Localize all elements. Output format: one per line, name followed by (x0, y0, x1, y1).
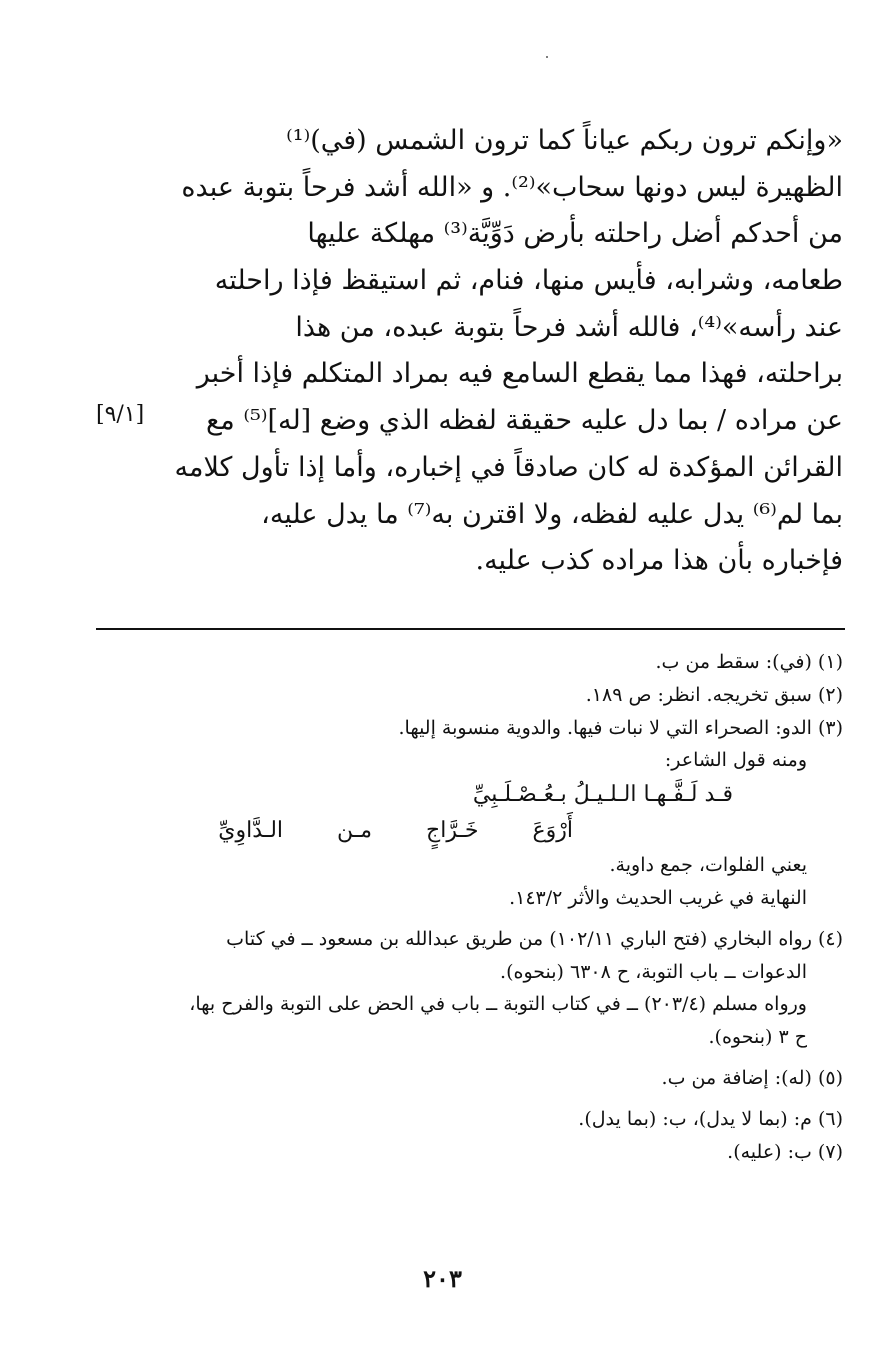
main-line: براحلته، فهذا مما يقطع السامع فيه بمراد المتكلم فإذا أخبر (196, 358, 843, 390)
poetry-verse-second-hemistich (93, 813, 843, 849)
footnote-4-continued: الدعوات ــ باب التوبة، ح ٦٣٠٨ (بنحوه). (500, 960, 807, 983)
main-line: فإخباره بأن هذا مراده كذب عليه. (475, 545, 843, 577)
page-number: ٢٠٣ (423, 1264, 462, 1293)
main-line: الظهيرة ليس دونها سحاب»⁽²⁾. و «الله أشد فرحاً بتوبة عبده (181, 171, 843, 203)
main-line: عند رأسه»⁽⁴⁾، فالله أشد فرحاً بتوبة عبده، من هذا (295, 311, 843, 343)
footnote-3: (٣) الدو: الصحراء التي لا نبات فيها. والدوية منسوبة إليها. (398, 716, 843, 739)
verse-word: الـدَّاوِيِّ (218, 818, 284, 844)
footnote-7: (٧) ب: (عليه). (727, 1140, 843, 1163)
footnote-4-muslim: ورواه مسلم (٢٠٣/٤) ــ في كتاب التوبة ــ باب في الحض على التوبة والفرح بها، (189, 993, 807, 1016)
main-line: عن مراده / بما دل عليه حقيقة لفظه الذي وضع [له]⁽⁵⁾ مع (205, 405, 843, 437)
manuscript-folio-reference: [٩/١] (96, 402, 145, 427)
footnote-separator (96, 628, 845, 630)
poetry-verse-first-hemistich: قـد لَـفَّـهـا الـلـيـلُ بـعُـصْـلَـبِيِّ (472, 782, 733, 808)
verse-word: خَـرَّاجٍ (426, 818, 479, 844)
footnote-2: (٢) سبق تخريجه. انظر: ص ١٨٩. (585, 683, 843, 706)
main-line: طعامه، وشرابه، فأيس منها، فنام، ثم استيقظ فإذا راحلته (214, 265, 843, 297)
speck-mark (546, 56, 548, 58)
footnote-5: (٥) (له): إضافة من ب. (661, 1066, 843, 1089)
footnote-3-meaning: يعني الفلوات، جمع داوية. (609, 854, 807, 877)
footnote-3-intro: ومنه قول الشاعر: (664, 749, 807, 772)
footnotes-block (93, 646, 843, 1168)
footnote-4: (٤) رواه البخاري (فتح الباري ١٠٢/١١) من طريق عبدالله بن مسعود ــ في كتاب (226, 927, 843, 950)
main-line: من أحدكم أضل راحلته بأرض دَوِّيَّة⁽³⁾ مهلكة عليها (307, 218, 843, 250)
main-text-block (174, 118, 843, 585)
verse-word: أَرْوَعَ (532, 818, 573, 844)
verse-word: مـن (337, 818, 372, 844)
main-line: القرائن المؤكدة له كان صادقاً في إخباره، وأما إذا تأول كلامه (174, 451, 843, 483)
footnote-6: (٦) م: (بما لا يدل)، ب: (بما يدل). (578, 1107, 843, 1130)
footnote-4-muslim-continued: ح ٣ (بنحوه). (708, 1026, 807, 1049)
footnote-3-source: النهاية في غريب الحديث والأثر ١٤٣/٢. (509, 886, 807, 909)
footnote-1: (١) (في): سقط من ب. (655, 651, 843, 673)
main-line: «وإنكم ترون ربكم عياناً كما ترون الشمس (في)⁽¹⁾ (286, 125, 843, 156)
main-line: بما لم⁽⁶⁾ يدل عليه لفظه، ولا اقترن به⁽⁷⁾ ما يدل عليه، (261, 498, 843, 530)
